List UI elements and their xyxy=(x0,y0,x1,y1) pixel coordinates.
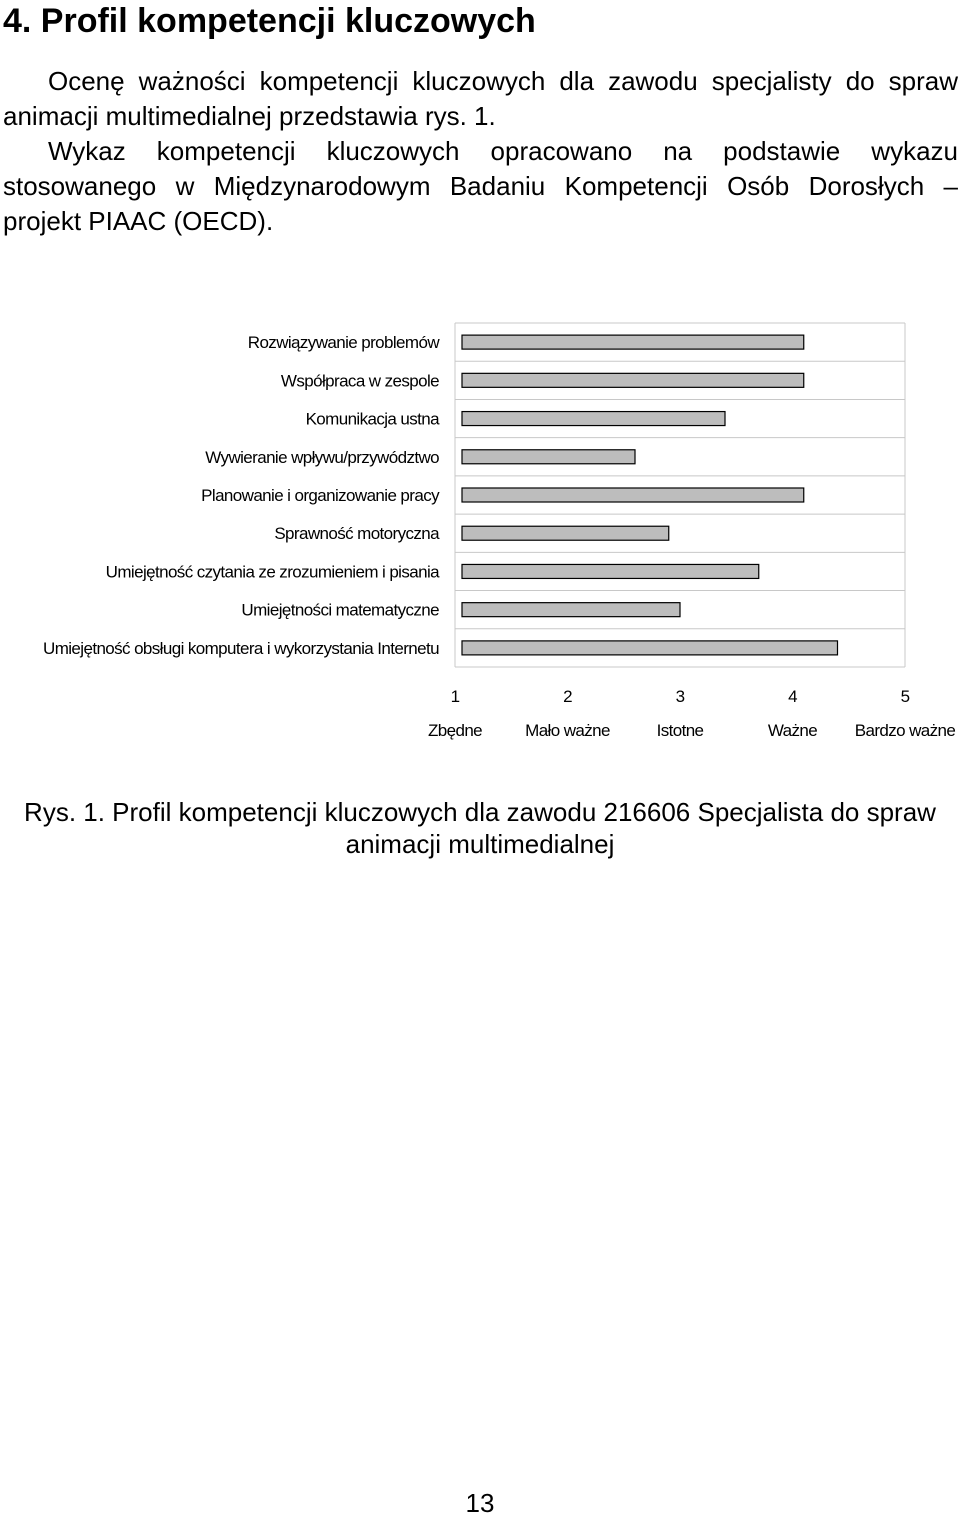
category-label: Umiejętności matematyczne xyxy=(241,600,439,620)
bar xyxy=(462,564,759,578)
bar xyxy=(462,488,804,502)
x-tick-label: Zbędne xyxy=(427,721,483,740)
x-tick-label: Mało ważne xyxy=(525,721,610,740)
x-tick-number: 5 xyxy=(900,687,910,706)
source-paragraph: Wykaz kompetencji kluczowych opracowano na podstawie wykazu stosowanego w Międzynarodowym Badaniu Kompetencji Osób Dorosłych – projekt PIAAC (OECD). xyxy=(3,136,958,236)
page-number: 13 xyxy=(465,1488,495,1518)
x-tick-label: Istotne xyxy=(656,721,704,740)
x-tick-number: 3 xyxy=(675,687,685,706)
category-label: Umiejętność czytania ze zrozumieniem i pisania xyxy=(105,562,439,582)
bar xyxy=(462,412,725,426)
x-tick-label: Ważne xyxy=(767,721,818,740)
category-label: Współpraca w zespole xyxy=(280,371,439,391)
category-label: Umiejętność obsługi komputera i wykorzystania Internetu xyxy=(43,638,439,658)
category-label: Komunikacja ustna xyxy=(305,409,439,429)
competency-bar-chart xyxy=(0,300,960,750)
category-label: Planowanie i organizowanie pracy xyxy=(201,486,439,505)
x-tick-label: Bardzo ważne xyxy=(854,721,956,740)
category-labels xyxy=(43,333,440,658)
category-label: Rozwiązywanie problemów xyxy=(247,333,439,353)
chart-bars xyxy=(462,335,838,655)
bar xyxy=(462,526,669,540)
intro-paragraph: Ocenę ważności kompetencji kluczowych dla zawodu specjalisty do spraw animacji multimedialnej przedstawia rys. 1. xyxy=(3,66,958,131)
section-heading: 4. Profil kompetencji kluczowych xyxy=(3,2,536,40)
x-tick-number: 1 xyxy=(450,687,460,706)
bar xyxy=(462,450,635,464)
bar xyxy=(462,603,680,617)
bar xyxy=(462,641,838,655)
bar xyxy=(462,335,804,349)
x-tick-labels xyxy=(428,687,955,740)
x-tick-number: 4 xyxy=(788,687,797,706)
category-label: Sprawność motoryczna xyxy=(274,524,439,544)
bar xyxy=(462,373,804,387)
category-label: Wywieranie wpływu/przywództwo xyxy=(205,447,439,467)
x-tick-number: 2 xyxy=(563,687,572,706)
figure-caption: Rys. 1. Profil kompetencji kluczowych dla zawodu 216606 Specjalista do spraw animacji multimedialnej xyxy=(24,797,936,859)
